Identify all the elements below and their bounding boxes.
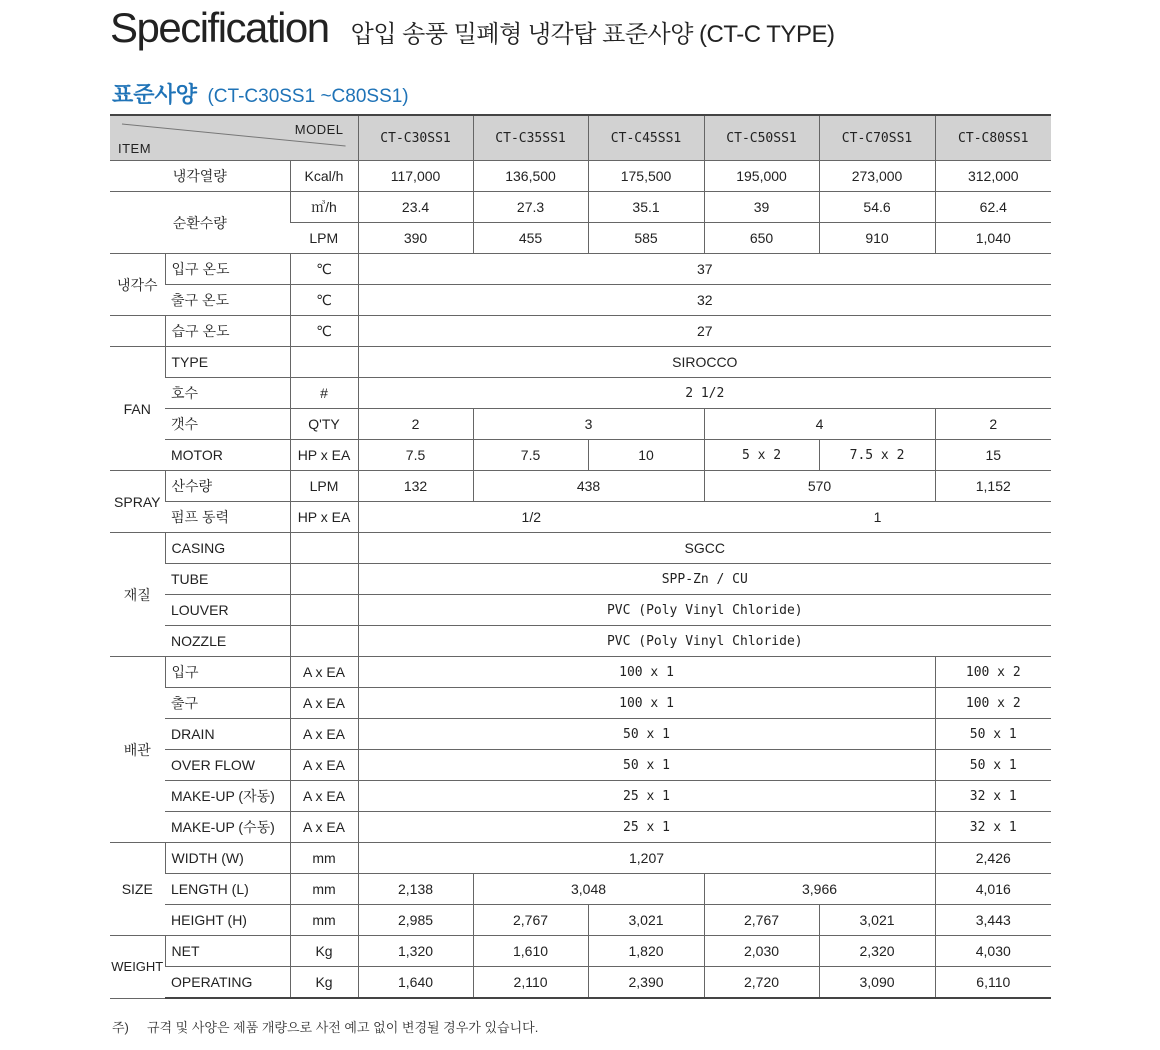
unit-cell bbox=[290, 564, 358, 595]
row-label: 순환수량 bbox=[110, 192, 290, 254]
value-cell: SIROCCO bbox=[358, 347, 1051, 378]
table-row bbox=[110, 781, 1051, 812]
value-cell: 25 x 1 bbox=[358, 812, 935, 843]
value-cell: 1,207 bbox=[358, 843, 935, 874]
value-cell: 132 bbox=[358, 471, 473, 502]
value-cell: PVC (Poly Vinyl Chloride) bbox=[358, 626, 1051, 657]
unit-cell: A x EA bbox=[290, 688, 358, 719]
unit-cell bbox=[290, 347, 358, 378]
value-cell: 2,985 bbox=[358, 905, 473, 936]
value-cell: 32 bbox=[358, 285, 1051, 316]
value-cell: 1,320 bbox=[358, 936, 473, 967]
row-label: TUBE bbox=[165, 564, 290, 595]
value-cell: 23.4 bbox=[358, 192, 473, 223]
value-cell: 438 bbox=[473, 471, 704, 502]
value-cell: 3,048 bbox=[473, 874, 704, 905]
unit-cell: A x EA bbox=[290, 781, 358, 812]
value-cell: 35.1 bbox=[588, 192, 704, 223]
footnote-prefix: 주) bbox=[112, 1020, 129, 1035]
spec-table bbox=[110, 114, 1051, 999]
value-cell: 54.6 bbox=[819, 192, 935, 223]
unit-cell: ℃ bbox=[290, 316, 358, 347]
table-row bbox=[110, 905, 1051, 936]
unit-cell: ℃ bbox=[290, 254, 358, 285]
table-row bbox=[110, 161, 1051, 192]
model-label: MODEL bbox=[294, 122, 344, 137]
value-cell: 62.4 bbox=[935, 192, 1051, 223]
footnote-text: 규격 및 사양은 제품 개량으로 사전 예고 없이 변경될 경우가 있습니다. bbox=[146, 1020, 539, 1035]
category-label: 재질 bbox=[110, 533, 165, 657]
table-row bbox=[110, 502, 1051, 533]
row-label: 출구 bbox=[165, 688, 290, 719]
value-cell: 100 x 1 bbox=[358, 688, 935, 719]
row-label: OPERATING bbox=[165, 967, 290, 999]
empty-cell bbox=[110, 316, 165, 347]
value-cell: SPP-Zn / CU bbox=[358, 564, 1051, 595]
value-cell: 2,390 bbox=[588, 967, 704, 999]
category-label: 배관 bbox=[110, 657, 165, 843]
table-row bbox=[110, 626, 1051, 657]
unit-cell: HP x EA bbox=[290, 440, 358, 471]
category-label: 냉각수 bbox=[110, 254, 165, 316]
value-cell: 570 bbox=[704, 471, 935, 502]
table-row bbox=[110, 564, 1051, 595]
value-cell: 273,000 bbox=[819, 161, 935, 192]
table-row bbox=[110, 316, 1051, 347]
table-header-row bbox=[110, 115, 1051, 161]
table-row bbox=[110, 874, 1051, 905]
table-row bbox=[110, 719, 1051, 750]
value-cell: 100 x 1 bbox=[358, 657, 935, 688]
value-cell: 100 x 2 bbox=[935, 688, 1051, 719]
row-label: 산수량 bbox=[165, 471, 290, 502]
value-cell: 2,426 bbox=[935, 843, 1051, 874]
header-corner-cell bbox=[110, 115, 358, 161]
model-header: CT-C35SS1 bbox=[473, 115, 588, 161]
table-row bbox=[110, 936, 1051, 967]
value-cell: 2,110 bbox=[473, 967, 588, 999]
row-label: LENGTH (L) bbox=[165, 874, 290, 905]
unit-cell: mm bbox=[290, 874, 358, 905]
row-label: TYPE bbox=[165, 347, 290, 378]
row-label: HEIGHT (H) bbox=[165, 905, 290, 936]
value-cell: 50 x 1 bbox=[935, 750, 1051, 781]
value-cell: 25 x 1 bbox=[358, 781, 935, 812]
value-cell: SGCC bbox=[358, 533, 1051, 564]
value-cell: 195,000 bbox=[704, 161, 819, 192]
value-cell: 2,138 bbox=[358, 874, 473, 905]
page-title: Specification bbox=[110, 4, 329, 51]
row-label: 입구 bbox=[165, 657, 290, 688]
value-cell: 39 bbox=[704, 192, 819, 223]
model-header: CT-C45SS1 bbox=[588, 115, 704, 161]
value-cell: 27 bbox=[358, 316, 1051, 347]
value-cell: 136,500 bbox=[473, 161, 588, 192]
unit-cell bbox=[290, 533, 358, 564]
value-cell: 2,720 bbox=[704, 967, 819, 999]
value-cell: 5 x 2 bbox=[704, 440, 819, 471]
value-cell: 910 bbox=[819, 223, 935, 254]
value-cell: 7.5 bbox=[473, 440, 588, 471]
value-cell: 1,610 bbox=[473, 936, 588, 967]
model-header: CT-C70SS1 bbox=[819, 115, 935, 161]
value-cell: 3 bbox=[473, 409, 704, 440]
row-label: CASING bbox=[165, 533, 290, 564]
value-cell: 27.3 bbox=[473, 192, 588, 223]
table-row bbox=[110, 471, 1051, 502]
unit-cell: # bbox=[290, 378, 358, 409]
value-cell: 3,021 bbox=[819, 905, 935, 936]
table-row bbox=[110, 812, 1051, 843]
row-label: 호수 bbox=[165, 378, 290, 409]
item-label: ITEM bbox=[118, 141, 152, 156]
table-row bbox=[110, 440, 1051, 471]
value-cell: 7.5 x 2 bbox=[819, 440, 935, 471]
unit-cell: A x EA bbox=[290, 750, 358, 781]
row-label: NET bbox=[165, 936, 290, 967]
table-row bbox=[110, 347, 1051, 378]
value-cell: 3,021 bbox=[588, 905, 704, 936]
unit-cell: HP x EA bbox=[290, 502, 358, 533]
unit-cell: LPM bbox=[290, 223, 358, 254]
row-label: OVER FLOW bbox=[165, 750, 290, 781]
value-cell: 32 x 1 bbox=[935, 812, 1051, 843]
value-cell: PVC (Poly Vinyl Chloride) bbox=[358, 595, 1051, 626]
row-label: NOZZLE bbox=[165, 626, 290, 657]
unit-cell: A x EA bbox=[290, 812, 358, 843]
row-label: 습구 온도 bbox=[165, 316, 290, 347]
value-cell: 37 bbox=[358, 254, 1051, 285]
value-cell: 1,152 bbox=[935, 471, 1051, 502]
table-row bbox=[110, 967, 1051, 999]
value-cell: 1 bbox=[704, 502, 1051, 533]
footnote bbox=[112, 1017, 538, 1036]
value-cell: 175,500 bbox=[588, 161, 704, 192]
section-range: (CT-C30SS1 ~C80SS1) bbox=[207, 86, 409, 107]
unit-cell: LPM bbox=[290, 471, 358, 502]
value-cell: 2 bbox=[935, 409, 1051, 440]
category-label: SIZE bbox=[110, 843, 165, 936]
value-cell: 2,320 bbox=[819, 936, 935, 967]
page-header bbox=[110, 4, 834, 56]
value-cell: 50 x 1 bbox=[358, 750, 935, 781]
table-row bbox=[110, 533, 1051, 564]
value-cell: 100 x 2 bbox=[935, 657, 1051, 688]
value-cell: 32 x 1 bbox=[935, 781, 1051, 812]
model-header: CT-C80SS1 bbox=[935, 115, 1051, 161]
value-cell: 50 x 1 bbox=[358, 719, 935, 750]
page-subtitle: 압입 송풍 밀폐형 냉각탑 표준사양 (CT-C TYPE) bbox=[350, 21, 835, 48]
unit-cell: A x EA bbox=[290, 657, 358, 688]
value-cell: 585 bbox=[588, 223, 704, 254]
row-label: 펌프 동력 bbox=[165, 502, 290, 533]
unit-cell: Kg bbox=[290, 936, 358, 967]
row-label: MAKE-UP (수동) bbox=[165, 812, 290, 843]
table-row bbox=[110, 285, 1051, 316]
unit-cell: mm bbox=[290, 843, 358, 874]
row-label: 입구 온도 bbox=[165, 254, 290, 285]
value-cell: 15 bbox=[935, 440, 1051, 471]
row-label: LOUVER bbox=[165, 595, 290, 626]
section-header bbox=[112, 78, 409, 109]
value-cell: 390 bbox=[358, 223, 473, 254]
value-cell: 2 1/2 bbox=[358, 378, 1051, 409]
value-cell: 2,767 bbox=[473, 905, 588, 936]
value-cell: 1,640 bbox=[358, 967, 473, 999]
category-label: WEIGHT bbox=[110, 936, 165, 999]
table-row bbox=[110, 409, 1051, 440]
unit-cell bbox=[290, 626, 358, 657]
model-header: CT-C30SS1 bbox=[358, 115, 473, 161]
value-cell: 455 bbox=[473, 223, 588, 254]
value-cell: 1,040 bbox=[935, 223, 1051, 254]
value-cell: 1,820 bbox=[588, 936, 704, 967]
unit-cell: Q'TY bbox=[290, 409, 358, 440]
row-label: DRAIN bbox=[165, 719, 290, 750]
unit-cell: ℃ bbox=[290, 285, 358, 316]
section-title: 표준사양 bbox=[112, 82, 198, 107]
value-cell: 1/2 bbox=[358, 502, 704, 533]
row-label: 냉각열량 bbox=[110, 161, 290, 192]
table-row bbox=[110, 595, 1051, 626]
value-cell: 7.5 bbox=[358, 440, 473, 471]
value-cell: 2 bbox=[358, 409, 473, 440]
unit-cell: Kg bbox=[290, 967, 358, 999]
unit-cell: ㎥/h bbox=[290, 192, 358, 223]
value-cell: 50 x 1 bbox=[935, 719, 1051, 750]
value-cell: 2,767 bbox=[704, 905, 819, 936]
value-cell: 312,000 bbox=[935, 161, 1051, 192]
value-cell: 6,110 bbox=[935, 967, 1051, 999]
table-row bbox=[110, 378, 1051, 409]
value-cell: 4,030 bbox=[935, 936, 1051, 967]
table-row bbox=[110, 843, 1051, 874]
row-label: 출구 온도 bbox=[165, 285, 290, 316]
table-row bbox=[110, 254, 1051, 285]
value-cell: 10 bbox=[588, 440, 704, 471]
model-header: CT-C50SS1 bbox=[704, 115, 819, 161]
value-cell: 4 bbox=[704, 409, 935, 440]
unit-cell bbox=[290, 595, 358, 626]
unit-cell: Kcal/h bbox=[290, 161, 358, 192]
unit-cell: mm bbox=[290, 905, 358, 936]
table-row bbox=[110, 657, 1051, 688]
value-cell: 117,000 bbox=[358, 161, 473, 192]
unit-cell: A x EA bbox=[290, 719, 358, 750]
row-label: 갯수 bbox=[165, 409, 290, 440]
value-cell: 4,016 bbox=[935, 874, 1051, 905]
table-row bbox=[110, 192, 1051, 223]
table-row bbox=[110, 750, 1051, 781]
table-row bbox=[110, 688, 1051, 719]
row-label: MOTOR bbox=[165, 440, 290, 471]
value-cell: 650 bbox=[704, 223, 819, 254]
category-label: SPRAY bbox=[110, 471, 165, 533]
value-cell: 3,443 bbox=[935, 905, 1051, 936]
row-label: WIDTH (W) bbox=[165, 843, 290, 874]
value-cell: 2,030 bbox=[704, 936, 819, 967]
value-cell: 3,966 bbox=[704, 874, 935, 905]
category-label: FAN bbox=[110, 347, 165, 471]
row-label: MAKE-UP (자동) bbox=[165, 781, 290, 812]
value-cell: 3,090 bbox=[819, 967, 935, 999]
